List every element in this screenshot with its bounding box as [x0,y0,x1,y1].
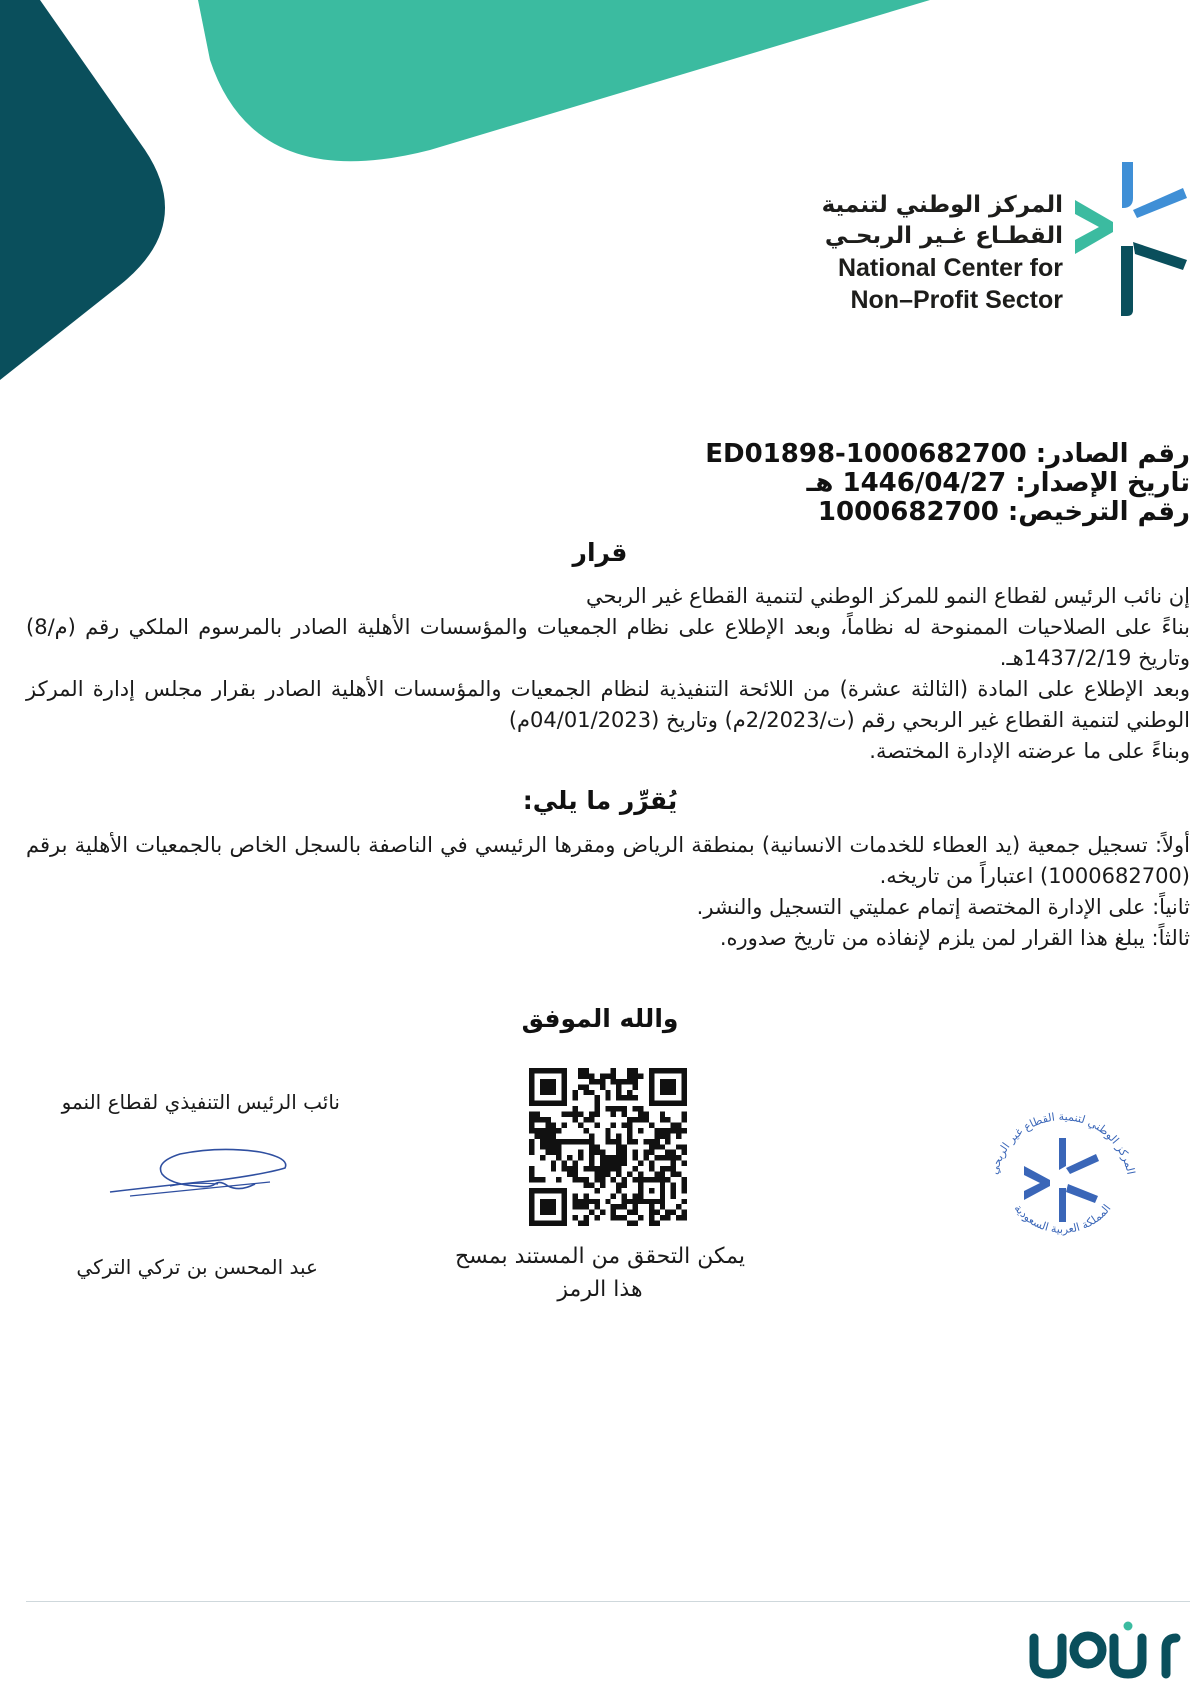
resolution-item-1: أولاً: تسجيل جمعية (يد العطاء للخدمات الانسانية) بمنطقة الرياض ومقرها الرئيسي في الناصفة بالسجل الخاص بالجمعيات الأهلية برقم (1000682700) اعتباراً من تاريخه. [26,833,1190,888]
ncnp-logo [820,160,1190,330]
preamble-line-2: بناءً على الصلاحيات الممنوحة له نظاماً، وبعد الإطلاع على نظام الجمعيات والمؤسسات الأهلية الصادر بالمرسوم الملكي رقم (م/8) وتاريخ 1437/2/19هـ. [26,615,1190,670]
qr-caption [420,1240,780,1306]
resolution-item-3: ثالثاً: يبلغ هذا القرار لمن يلزم لإنفاذه من تاريخ صدوره. [719,926,1190,950]
logo-english-line-1: National Center for [837,254,1063,282]
light-teal-shape [198,0,930,161]
preamble-line-4: وبناءً على ما عرضته الإدارة المختصة. [869,739,1190,763]
signatory-title-text: نائب الرئيس التنفيذي لقطاع النمو [61,1090,340,1114]
signatory-name: عبد المحسن بن تركي التركي [76,1255,318,1279]
resolves-heading: يُقرِّر ما يلي: [522,786,678,815]
signatory-title [20,1090,340,1114]
license-number: رقم الترخيص: 1000682700 [817,497,1190,527]
issue-date: تاريخ الإصدار: 1446/04/27 هـ [806,468,1190,498]
handwritten-signature [100,1140,300,1210]
resolution-item-2: ثانياً: على الإدارة المختصة إتمام عمليتي التسجيل والنشر. [696,895,1190,919]
ncnp-mark-icon [1075,160,1190,320]
official-seal-stamp [975,1090,1150,1265]
qr-caption-line-1: يمكن التحقق من المستند بمسح [454,1244,746,1269]
qr-caption-line-2: هذا الرمز [557,1277,643,1302]
seal-bottom-text: المملكة العربية السعودية [1011,1201,1114,1236]
preamble-line-1: إن نائب الرئيس لقطاع النمو للمركز الوطني لتنمية القطاع غير الربحي [586,584,1190,608]
decision-preamble [26,581,1190,767]
logo-arabic-line-2: القطـاع غـير الربحـي [824,223,1063,249]
dark-teal-shape [0,0,165,380]
decision-title: قرار [572,538,628,567]
preamble-line-3: وبعد الإطلاع على المادة (الثالثة عشرة) من اللائحة التنفيذية لنظام الجمعيات والمؤسسات الأهلية الصادر بقرار مجلس إدارة المركز الوطني لتنمية القطاع غير الربحي رقم (ت/2/2023م) وتاريخ (04/01/2023م) [26,677,1190,732]
outgoing-number: رقم الصادر: ED01898-1000682700 [705,439,1190,469]
closing-phrase: والله الموفق [521,1004,679,1033]
footer-divider [26,1601,1190,1602]
logo-english-line-2: Non–Profit Sector [850,286,1063,314]
seal-top-text: المركز الوطني لتنمية القطاع غير الربحي [987,1110,1138,1176]
nawn-logo-icon [1026,1620,1186,1680]
logo-text [803,190,1063,316]
logo-arabic-line-1: المركز الوطني لتنمية [821,192,1063,218]
verification-qr-code[interactable] [529,1068,687,1226]
resolution-items [26,830,1190,954]
reference-block [590,440,1190,527]
